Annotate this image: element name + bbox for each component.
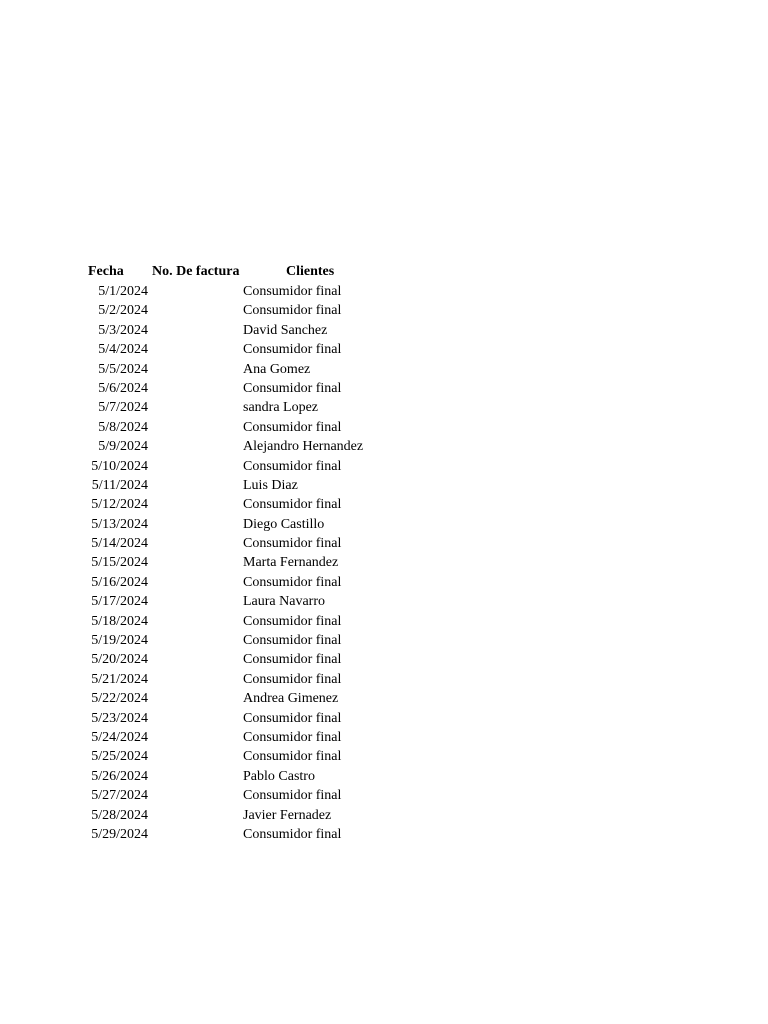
cell-fecha: 5/6/2024 — [98, 380, 148, 396]
cell-fecha: 5/24/2024 — [91, 729, 148, 745]
header-clientes: Clientes — [286, 264, 335, 279]
cell-cliente: Consumidor final — [243, 749, 342, 765]
cell-cliente: Consumidor final — [243, 419, 342, 435]
cell-fecha: 5/27/2024 — [91, 788, 148, 804]
cell-cliente: Consumidor final — [243, 729, 342, 745]
cell-fecha: 5/25/2024 — [91, 749, 148, 765]
cell-cliente: Consumidor final — [243, 826, 342, 842]
cell-fecha: 5/11/2024 — [91, 477, 148, 493]
cell-cliente: Consumidor final — [243, 613, 342, 629]
cell-fecha: 5/21/2024 — [91, 671, 148, 687]
cell-cliente: Andrea Gimenez — [243, 691, 339, 707]
cell-fecha: 5/7/2024 — [98, 400, 148, 416]
cell-cliente: Consumidor final — [243, 497, 342, 513]
cell-fecha: 5/14/2024 — [91, 536, 148, 552]
cell-fecha: 5/1/2024 — [98, 284, 148, 299]
cell-cliente: Consumidor final — [243, 574, 342, 590]
cell-fecha: 5/13/2024 — [91, 516, 148, 532]
cell-cliente: David Sanchez — [243, 322, 328, 338]
cell-fecha: 5/26/2024 — [91, 768, 148, 784]
cell-cliente: Diego Castillo — [243, 516, 325, 532]
cell-cliente: Consumidor final — [243, 710, 342, 726]
cell-fecha: 5/5/2024 — [98, 361, 148, 377]
cell-cliente: Consumidor final — [243, 536, 342, 552]
cell-cliente: Marta Fernandez — [243, 555, 339, 571]
cell-cliente: Consumidor final — [243, 652, 342, 668]
cell-fecha: 5/29/2024 — [91, 826, 148, 842]
cell-fecha: 5/15/2024 — [91, 555, 148, 571]
cell-cliente: Consumidor final — [243, 671, 342, 687]
cell-cliente: Javier Fernadez — [243, 807, 332, 823]
cell-fecha: 5/8/2024 — [98, 419, 148, 435]
cell-cliente: Consumidor final — [243, 788, 342, 804]
cell-fecha: 5/17/2024 — [91, 594, 148, 610]
cell-cliente: Ana Gomez — [243, 361, 311, 377]
header-factura: No. De factura — [152, 264, 240, 279]
cell-cliente: Alejandro Hernandez — [243, 439, 364, 455]
cell-cliente: Laura Navarro — [243, 594, 326, 610]
cell-fecha: 5/22/2024 — [91, 691, 148, 707]
cell-fecha: 5/20/2024 — [91, 652, 148, 668]
cell-fecha: 5/19/2024 — [91, 633, 148, 649]
cell-cliente: Consumidor final — [243, 303, 342, 319]
cell-cliente: Pablo Castro — [243, 768, 315, 784]
cell-fecha: 5/18/2024 — [91, 613, 148, 629]
cell-fecha: 5/12/2024 — [91, 497, 148, 513]
header-fecha: Fecha — [88, 264, 124, 279]
cell-cliente: sandra Lopez — [243, 400, 319, 416]
cell-fecha: 5/23/2024 — [91, 710, 148, 726]
cell-fecha: 5/9/2024 — [98, 439, 148, 455]
cell-fecha: 5/3/2024 — [98, 322, 148, 338]
cell-fecha: 5/4/2024 — [98, 342, 148, 358]
cell-cliente: Luis Diaz — [243, 477, 298, 493]
cell-fecha: 5/2/2024 — [98, 303, 148, 319]
cell-fecha: 5/10/2024 — [91, 458, 148, 474]
cell-cliente: Consumidor final — [243, 633, 342, 649]
cell-fecha: 5/16/2024 — [91, 574, 148, 590]
cell-cliente: Consumidor final — [243, 458, 342, 474]
cell-cliente: Consumidor final — [243, 284, 342, 299]
cell-cliente: Consumidor final — [243, 380, 342, 396]
cell-cliente: Consumidor final — [243, 342, 342, 358]
cell-fecha: 5/28/2024 — [91, 807, 148, 823]
